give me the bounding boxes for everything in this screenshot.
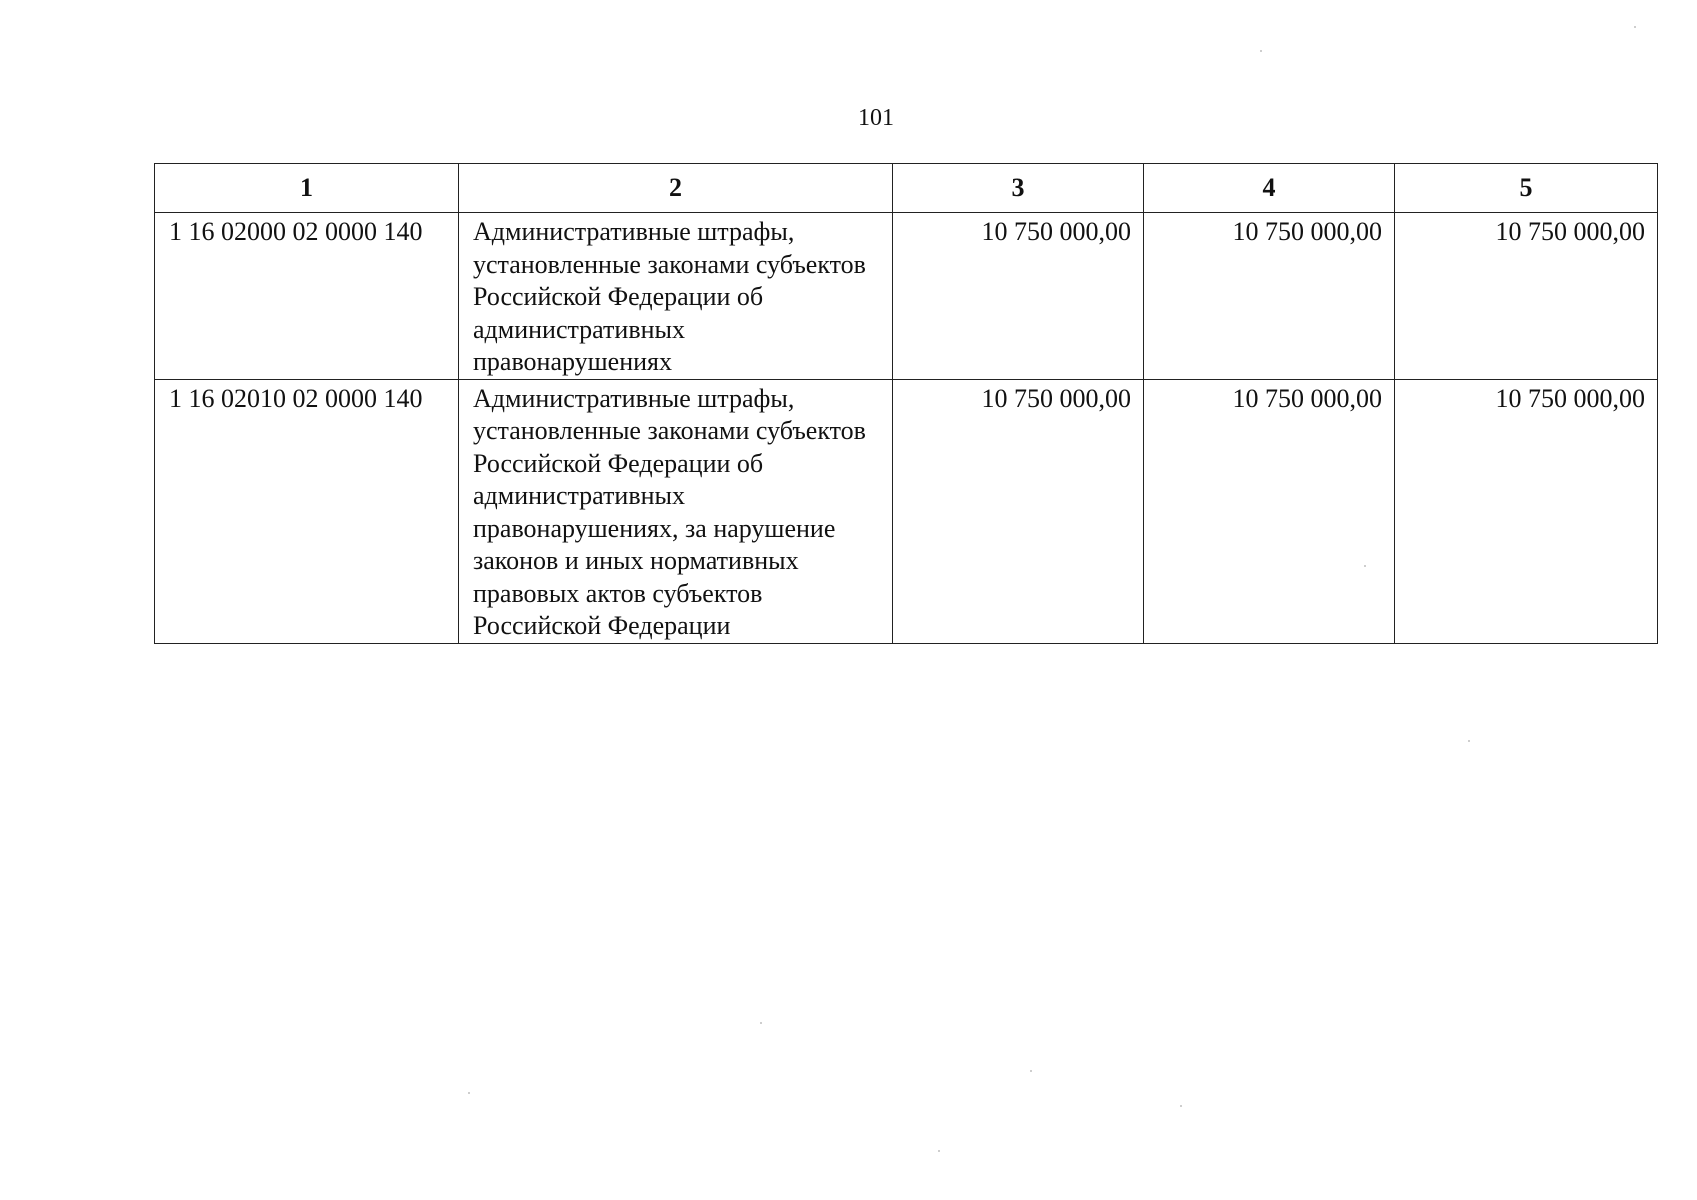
- table-row: [155, 213, 1658, 380]
- row-1-code: 1 16 02000 02 0000 140: [155, 213, 459, 380]
- row-2-code: 1 16 02010 02 0000 140: [155, 379, 459, 643]
- scan-speck: [1030, 1070, 1032, 1072]
- column-header-4: 4: [1144, 164, 1395, 213]
- row-2-col3-amount: 10 750 000,00: [893, 379, 1144, 643]
- scan-speck: [760, 1022, 762, 1024]
- table-row: [155, 379, 1658, 643]
- column-header-1: 1: [155, 164, 459, 213]
- scan-speck: [1468, 740, 1470, 742]
- row-1-col5-amount: 10 750 000,00: [1395, 213, 1658, 380]
- row-2-col5-amount: 10 750 000,00: [1395, 379, 1658, 643]
- row-1-col3-amount: 10 750 000,00: [893, 213, 1144, 380]
- scan-speck: [468, 1092, 470, 1094]
- scan-speck: [938, 1150, 940, 1152]
- budget-table: [154, 163, 1658, 644]
- page-number: 101: [858, 105, 894, 131]
- scan-speck: [1260, 50, 1262, 52]
- column-header-5: 5: [1395, 164, 1658, 213]
- column-header-3: 3: [893, 164, 1144, 213]
- scan-speck: [1180, 1105, 1182, 1107]
- scan-speck: [1364, 565, 1366, 567]
- row-2-col4-amount: 10 750 000,00: [1144, 379, 1395, 643]
- row-1-name: Административные штрафы, установленные законами субъектов Российской Федерации об административных правонарушениях: [459, 213, 893, 380]
- column-header-2: 2: [459, 164, 893, 213]
- scan-speck: [1634, 26, 1636, 28]
- row-1-col4-amount: 10 750 000,00: [1144, 213, 1395, 380]
- table-header-row: [155, 164, 1658, 213]
- row-2-name: Административные штрафы, установленные законами субъектов Российской Федерации об административных правонарушениях, за нарушение законов и иных нормативных правовых актов субъектов Российской Федерации: [459, 379, 893, 643]
